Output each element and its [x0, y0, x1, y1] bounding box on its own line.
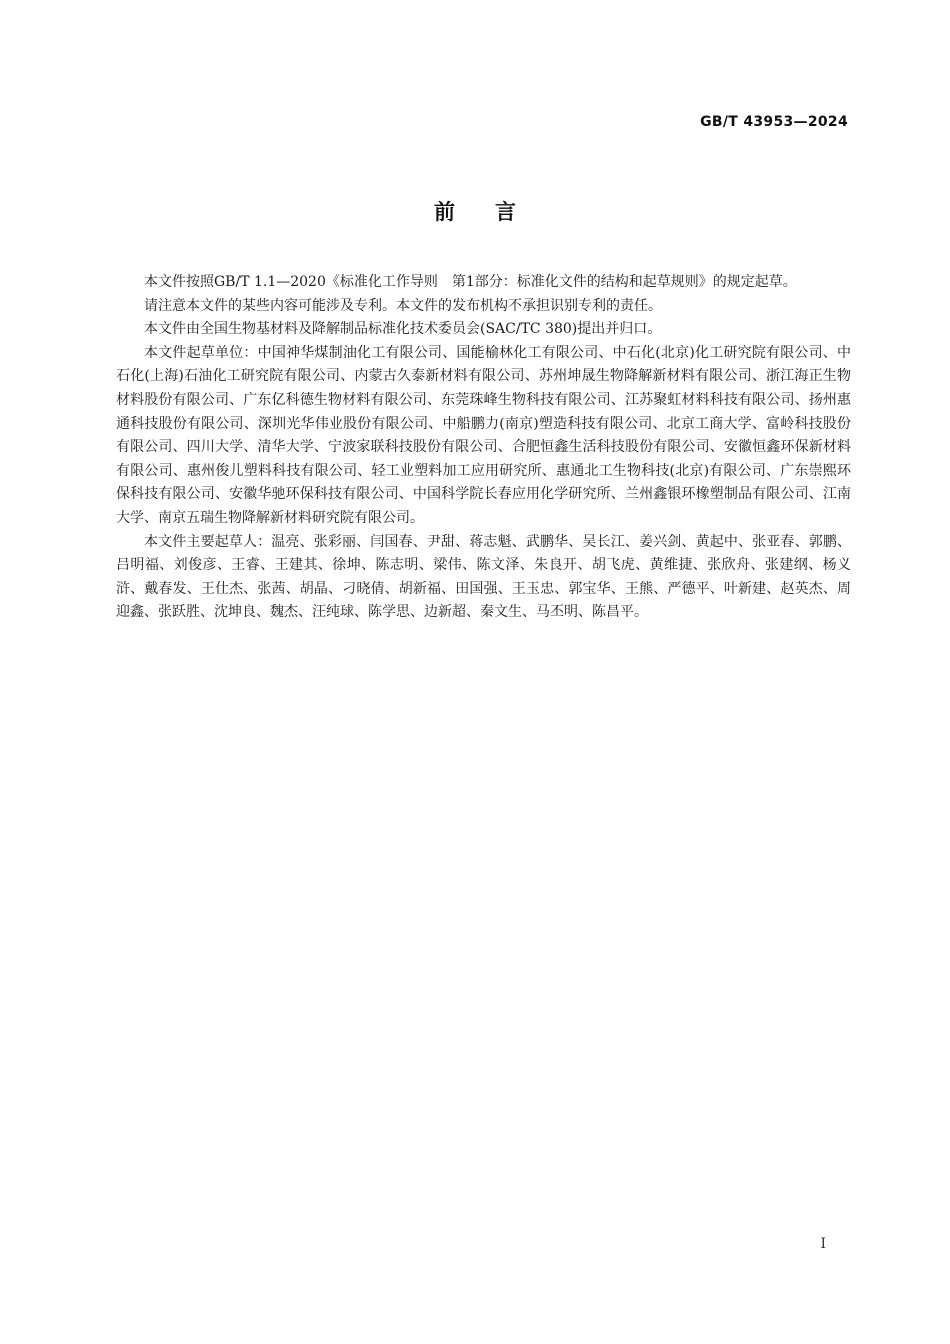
foreword-body	[116, 271, 851, 625]
paragraph-drafters: 本文件主要起草人：温亮、张彩丽、闫国春、尹甜、蒋志魁、武鹏华、吴长江、姜兴剑、黄起中、张亚春、郭鹏、吕明福、刘俊彦、王睿、王建其、徐坤、陈志明、梁伟、陈文泽、朱良开、胡飞虎、黄维捷、张欣舟、张建纲、杨义浒、戴春发、王仕杰、张茜、胡晶、刁晓倩、胡新福、田国强、王玉忠、郭宝华、王熊、严德平、叶新建、赵英杰、周迎鑫、张跃胜、沈坤良、魏杰、汪纯球、陈学思、边新超、秦文生、马丕明、陈昌平。	[116, 533, 851, 621]
page-number: I	[820, 1236, 826, 1252]
paragraph-patent-notice: 请注意本文件的某些内容可能涉及专利。本文件的发布机构不承担识别专利的责任。	[144, 297, 662, 314]
paragraph-drafting-rules: 本文件按照GB/T 1.1—2020《标准化工作导则 第1部分：标准化文件的结构和起草规则》的规定起草。	[144, 274, 797, 290]
paragraph-proposer: 本文件由全国生物基材料及降解制品标准化技术委员会(SAC/TC 380)提出并归口。	[144, 321, 662, 338]
page-title: 前言	[434, 200, 556, 224]
standard-number: GB/T 43953—2024	[700, 114, 848, 130]
paragraph-drafting-units: 本文件起草单位：中国神华煤制油化工有限公司、国能榆林化工有限公司、中石化(北京)化工研究院有限公司、中石化(上海)石油化工研究院有限公司、内蒙古久泰新材料有限公司、苏州坤晟生物降解新材料有限公司、浙江海正生物材料股份有限公司、广东亿科德生物材料有限公司、东莞珠峰生物科技有限公司、江苏聚虹材料科技有限公司、扬州惠通科技股份有限公司、深圳光华伟业股份有限公司、中船鹏力(南京)塑造科技有限公司、北京工商大学、富岭科技股份有限公司、四川大学、清华大学、宁波家联科技股份有限公司、合肥恒鑫生活科技股份有限公司、安徽恒鑫环保新材料有限公司、惠州俊儿塑料科技有限公司、轻工业塑料加工应用研究所、惠通北工生物科技(北京)有限公司、广东崇熙环保科技有限公司、安徽华驰环保科技有限公司、中国科学院长春应用化学研究所、兰州鑫银环橡塑制品有限公司、江南大学、南京五瑞生物降解新材料研究院有限公司。	[116, 344, 851, 526]
